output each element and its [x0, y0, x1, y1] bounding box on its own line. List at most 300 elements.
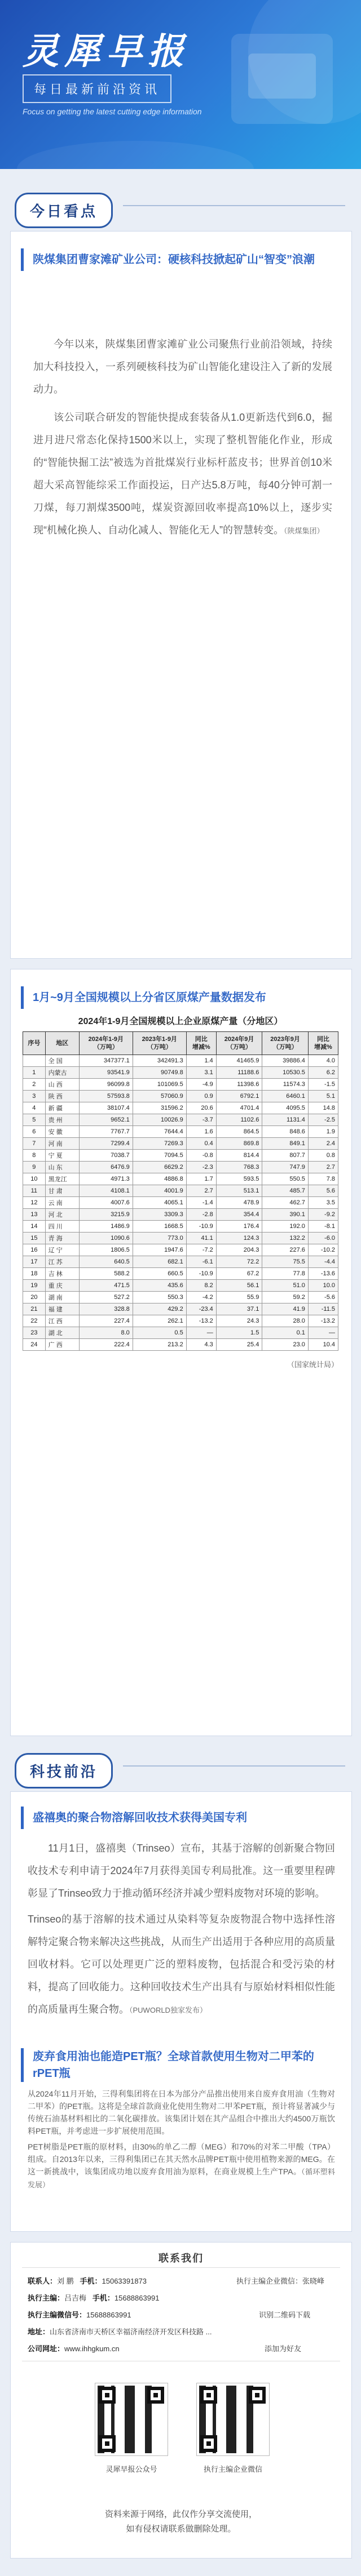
table-row — [23, 1221, 338, 1233]
table-cell: 重 庆 — [45, 1280, 79, 1292]
table-cell: 10026.9 — [133, 1114, 186, 1126]
article-title-block — [21, 248, 337, 271]
table-cell: 6792.1 — [216, 1091, 262, 1102]
table-cell: -1.4 — [186, 1197, 216, 1209]
table-cell: -11.5 — [308, 1303, 338, 1315]
table-cell: 22 — [23, 1315, 46, 1327]
table-cell: 9 — [23, 1162, 46, 1173]
table-cell: 31596.2 — [133, 1102, 186, 1114]
table-cell: 广 西 — [45, 1339, 79, 1351]
table-cell: -3.7 — [186, 1114, 216, 1126]
table-cell: 7038.7 — [79, 1150, 133, 1162]
table-cell: 6 — [23, 1126, 46, 1138]
table-header-cell: 同比 增减% — [186, 1032, 216, 1055]
table-caption: 2024年1-9月全国规模以上企业原煤产量（分地区） — [78, 1017, 283, 1026]
table-cell: 内蒙古 — [45, 1067, 79, 1079]
table-cell: 4701.4 — [216, 1102, 262, 1114]
table-cell: -23.4 — [186, 1303, 216, 1315]
table-cell: 96099.8 — [79, 1079, 133, 1091]
table-row — [23, 1185, 338, 1197]
table-cell: 747.9 — [262, 1162, 309, 1173]
table-row — [23, 1138, 338, 1150]
table-cell: -10.9 — [186, 1268, 216, 1280]
table-cell: 4.0 — [308, 1055, 338, 1067]
table-cell: 4108.1 — [79, 1185, 133, 1197]
table-cell: 1102.6 — [216, 1114, 262, 1126]
table-cell: 4007.6 — [79, 1197, 133, 1209]
label: 公司网址： — [28, 2344, 65, 2353]
table-cell: 124.3 — [216, 1233, 262, 1244]
table-cell: 7767.7 — [79, 1126, 133, 1138]
monitor-screen-illustration — [248, 54, 316, 99]
table-cell: 7644.4 — [133, 1126, 186, 1138]
table-cell: 甘 肃 — [45, 1185, 79, 1197]
contact-row — [28, 2326, 231, 2337]
table-row — [23, 1268, 338, 1280]
table-cell: 辽 宁 — [45, 1244, 79, 1256]
table-cell: -1.5 — [308, 1079, 338, 1091]
table-cell: 1.9 — [308, 1126, 338, 1138]
table-cell: 10.0 — [308, 1280, 338, 1292]
article-body — [28, 2088, 335, 2191]
table-cell: — — [186, 1327, 216, 1339]
table-cell: 848.6 — [262, 1126, 309, 1138]
table-cell: 57060.9 — [133, 1091, 186, 1102]
table-cell: 24 — [23, 1339, 46, 1351]
table-header-cell: 2023年9月 （万吨） — [262, 1032, 309, 1055]
table-row — [23, 1244, 338, 1256]
table-cell: 773.0 — [133, 1233, 186, 1244]
table-cell: 河 南 — [45, 1138, 79, 1150]
contact-name: 刘 鹏 — [57, 2277, 74, 2285]
table-header-row — [23, 1032, 338, 1055]
table-header-cell: 地区 — [45, 1032, 79, 1055]
table-cell: -10.2 — [308, 1244, 338, 1256]
table-cell: 4065.1 — [133, 1197, 186, 1209]
table-cell: -7.2 — [186, 1244, 216, 1256]
table-cell: 江 西 — [45, 1315, 79, 1327]
table-cell: 宁 夏 — [45, 1150, 79, 1162]
section-tag: 科技前沿 — [15, 1753, 113, 1788]
label: 手机： — [92, 2294, 115, 2302]
table-cell: 3.1 — [186, 1067, 216, 1079]
section-heading-today — [10, 186, 351, 225]
article-title[interactable]: 盛禧奥的聚合物溶解回收技术获得美国专利 — [33, 1812, 247, 1824]
table-cell: 黑龙江 — [45, 1173, 79, 1185]
table-cell: 227.4 — [79, 1315, 133, 1327]
section-heading-tech — [10, 1746, 351, 1786]
table-cell: 4001.9 — [133, 1185, 186, 1197]
table-cell: 0.1 — [262, 1327, 309, 1339]
table-row — [23, 1280, 338, 1292]
table-cell: 6629.2 — [133, 1162, 186, 1173]
table-cell: 101069.5 — [133, 1079, 186, 1091]
table-cell: 15 — [23, 1233, 46, 1244]
table-cell: 660.5 — [133, 1268, 186, 1280]
table-cell: 38107.4 — [79, 1102, 133, 1114]
table-cell: 849.1 — [262, 1138, 309, 1150]
table-cell: 132.2 — [262, 1233, 309, 1244]
table-row — [23, 1102, 338, 1114]
table-cell: 55.9 — [216, 1292, 262, 1303]
table-header-cell: 同比 增减% — [308, 1032, 338, 1055]
table-cell: 全 国 — [45, 1055, 79, 1067]
contact-row — [28, 2275, 147, 2286]
coal-production-table — [23, 1031, 338, 1351]
table-cell: -4.9 — [186, 1079, 216, 1091]
table-cell: -6.1 — [186, 1256, 216, 1268]
table-cell: 37.1 — [216, 1303, 262, 1315]
table-cell: 7 — [23, 1138, 46, 1150]
table-cell: 435.6 — [133, 1280, 186, 1292]
table-cell: 682.1 — [133, 1256, 186, 1268]
table-cell: 17 — [23, 1256, 46, 1268]
table-cell: 39886.4 — [262, 1055, 309, 1067]
table-cell: 福 建 — [45, 1303, 79, 1315]
table-cell: 0.5 — [133, 1327, 186, 1339]
article-title[interactable]: 陕煤集团曹家滩矿业公司：硬核科技掀起矿山“智变”浪潮 — [33, 253, 315, 266]
table-cell: 青 海 — [45, 1233, 79, 1244]
table-cell: 262.1 — [133, 1315, 186, 1327]
table-cell: 41.1 — [186, 1233, 216, 1244]
divider — [22, 2267, 340, 2268]
table-cell: 1090.6 — [79, 1233, 133, 1244]
table-row — [23, 1327, 338, 1339]
wechat-id: 15688863991 — [86, 2311, 131, 2319]
article-title[interactable]: 1月~9月全国规模以上分省区原煤产量数据发布 — [33, 991, 266, 1004]
table-cell: 8.0 — [79, 1327, 133, 1339]
table-cell: 吉 林 — [45, 1268, 79, 1280]
table-cell: 1 — [23, 1067, 46, 1079]
table-row — [23, 1209, 338, 1221]
table-cell: 5.1 — [308, 1091, 338, 1102]
table-cell: 814.4 — [216, 1150, 262, 1162]
table-cell: 7.8 — [308, 1173, 338, 1185]
article-body — [28, 1837, 335, 2022]
table-cell: 588.2 — [79, 1268, 133, 1280]
table-cell: 2.7 — [186, 1185, 216, 1197]
table-cell: -9.2 — [308, 1209, 338, 1221]
table-cell: 5 — [23, 1114, 46, 1126]
table-row — [23, 1091, 338, 1102]
table-cell: 3 — [23, 1091, 46, 1102]
table-cell: 3309.3 — [133, 1209, 186, 1221]
table-cell: -13.6 — [308, 1268, 338, 1280]
article-card — [10, 1791, 352, 2232]
table-cell: 14.8 — [308, 1102, 338, 1114]
table-row — [23, 1162, 338, 1173]
label: 地址： — [28, 2328, 50, 2336]
table-cell: 1806.5 — [79, 1244, 133, 1256]
banner-decoration — [17, 141, 254, 169]
table-row — [23, 1126, 338, 1138]
table-cell: 湖 南 — [45, 1292, 79, 1303]
qr-code-editor-wechat[interactable] — [197, 2383, 269, 2455]
table-cell: 11574.3 — [262, 1079, 309, 1091]
table-cell: 640.5 — [79, 1256, 133, 1268]
address: 山东省济南市天桥区幸福济南经济开发区科技路 ... — [50, 2328, 212, 2336]
article-body — [33, 333, 332, 542]
table-cell: 354.4 — [216, 1209, 262, 1221]
table-cell: -2.3 — [186, 1162, 216, 1173]
brand-slogan: 每日最新前沿资讯 — [23, 74, 171, 103]
source-note: （循环塑料发展） — [28, 2168, 335, 2189]
table-cell: 328.8 — [79, 1303, 133, 1315]
table-cell: 213.2 — [133, 1339, 186, 1351]
divider — [123, 1765, 345, 1767]
disclaimer — [11, 2507, 351, 2537]
table-cell: 390.1 — [262, 1209, 309, 1221]
article-paragraph: 11月1日，盛禧奥（Trinseo）宣布，其基于溶解的创新聚合物回收技术专利申请于2024年7月获得美国专利局批准。这一重要里程碑彰显了Trinseo致力于推动循环经济并减少塑料废物对环境的影响。 — [28, 1843, 335, 1899]
editor-wechat-note: 添加为好友 — [265, 2344, 302, 2353]
table-cell: 新 疆 — [45, 1102, 79, 1114]
table-body — [23, 1055, 338, 1351]
table-cell: 江 苏 — [45, 1256, 79, 1268]
table-cell: 12 — [23, 1197, 46, 1209]
table-cell: 93541.9 — [79, 1067, 133, 1079]
disclaimer-line: 资料来源于网络，此仅作分享交流使用， — [104, 2510, 257, 2519]
table-cell: 4971.3 — [79, 1173, 133, 1185]
table-cell: 13 — [23, 1209, 46, 1221]
table-cell: 222.4 — [79, 1339, 133, 1351]
table-cell: 10530.5 — [262, 1067, 309, 1079]
table-cell: 1.5 — [216, 1327, 262, 1339]
table-cell: 16 — [23, 1244, 46, 1256]
editor-phone[interactable]: 15688863991 — [114, 2294, 160, 2302]
table-cell: 807.7 — [262, 1150, 309, 1162]
source-note: （PUWORLD独家发布） — [129, 2006, 207, 2014]
divider — [123, 205, 345, 206]
table-cell: 593.5 — [216, 1173, 262, 1185]
contact-row — [28, 2309, 131, 2320]
article-paragraph — [28, 1908, 335, 2022]
table-cell: 2.4 — [308, 1138, 338, 1150]
table-cell: 安 徽 — [45, 1126, 79, 1138]
table-cell: -8.1 — [308, 1221, 338, 1233]
table-cell: 贵 州 — [45, 1114, 79, 1126]
table-cell: 湖 北 — [45, 1327, 79, 1339]
table-cell: 1.4 — [186, 1055, 216, 1067]
table-cell: 7094.5 — [133, 1150, 186, 1162]
table-cell: -10.9 — [186, 1221, 216, 1233]
table-cell: 6460.1 — [262, 1091, 309, 1102]
table-cell: 513.1 — [216, 1185, 262, 1197]
table-cell: — — [308, 1327, 338, 1339]
table-cell: -6.0 — [308, 1233, 338, 1244]
editor-wechat-note: 执行主编企业微信：张晓峰 — [236, 2277, 325, 2285]
table-cell: 4.3 — [186, 1339, 216, 1351]
table-row — [23, 1150, 338, 1162]
table-cell: 14 — [23, 1221, 46, 1233]
table-cell: 28.0 — [262, 1315, 309, 1327]
table-row — [23, 1233, 338, 1244]
table-cell: 11398.6 — [216, 1079, 262, 1091]
table-cell: 550.3 — [133, 1292, 186, 1303]
table-cell: -13.2 — [308, 1315, 338, 1327]
table-cell: 2 — [23, 1079, 46, 1091]
label: 执行主编： — [28, 2294, 65, 2302]
article-paragraph: 今年以来，陕煤集团曹家滩矿业公司聚焦行业前沿领域，持续加大科技投入，一系列硬核科技为矿山智能化建设注入了新的发展动力。 — [33, 339, 332, 395]
table-row — [23, 1197, 338, 1209]
table-row — [23, 1256, 338, 1268]
table-cell: 1947.6 — [133, 1244, 186, 1256]
table-cell: 471.5 — [79, 1280, 133, 1292]
table-cell: -4.2 — [186, 1292, 216, 1303]
qr-caption: 灵犀早报公众号 — [105, 2465, 157, 2473]
table-cell: 24.3 — [216, 1315, 262, 1327]
header-banner — [0, 0, 361, 169]
table-cell: 1668.5 — [133, 1221, 186, 1233]
paragraph-text: 该公司联合研发的智能快提成套装备从1.0更新迭代到6.0，掘进月进尺常态化保持1500米以上，实现了整机智能化作业，形成的“智能快掘工法”被选为首批煤炭行业标杆蓝皮书；世界首创10米超大采高智能综采工作面投运，日产达5.8万吨，每40分钟可割一刀煤，每刀割煤3500吨，煤炭资源回收率提高10%以上，逐步实现“机械化换人、自动化减人、智能化无人”的智慧转变。 — [33, 412, 332, 536]
table-row — [23, 1067, 338, 1079]
table-header-cell: 2024年9月 （万吨） — [216, 1032, 262, 1055]
table-cell: 0.9 — [186, 1091, 216, 1102]
data-table-wrapper — [23, 1014, 338, 1369]
label: 手机： — [80, 2277, 102, 2285]
table-cell: 7299.4 — [79, 1138, 133, 1150]
table-cell: 23.0 — [262, 1339, 309, 1351]
table-cell: 四 川 — [45, 1221, 79, 1233]
table-cell: 72.2 — [216, 1256, 262, 1268]
table-cell: 1.6 — [186, 1126, 216, 1138]
table-cell: 864.5 — [216, 1126, 262, 1138]
table-cell: 6.2 — [308, 1067, 338, 1079]
table-cell: 1131.4 — [262, 1114, 309, 1126]
table-cell: 51.0 — [262, 1280, 309, 1292]
contact-row — [28, 2292, 159, 2303]
article-title-block — [21, 2048, 337, 2082]
table-cell: -5.6 — [308, 1292, 338, 1303]
table-row — [23, 1173, 338, 1185]
table-cell: 192.0 — [262, 1221, 309, 1233]
table-cell: 3.5 — [308, 1197, 338, 1209]
contact-phone[interactable]: 15063391873 — [102, 2277, 147, 2285]
table-cell: 4886.8 — [133, 1173, 186, 1185]
article-card — [10, 231, 352, 959]
contact-title: 联系我们 — [159, 2253, 204, 2264]
paragraph-text: Trinseo的基于溶解的技术通过从染料等复杂废物混合物中选择性溶解特定聚合物来解决这些挑战，从而生产出适用于各种应用的高质量回收材料。它可以处理更广泛的塑料废物，包括混合和受污染的材料，提高了回收能力。这种回收技术生产出具有与原始材料相似性能的高质量再生聚合物。 — [28, 1914, 335, 2015]
table-cell: 4095.5 — [262, 1102, 309, 1114]
table-header-cell: 2023年1-9月 （万吨） — [133, 1032, 186, 1055]
table-cell: 10.4 — [308, 1339, 338, 1351]
brand-title: 灵犀早报 — [23, 32, 190, 72]
table-cell: 山 西 — [45, 1079, 79, 1091]
table-cell: 6476.9 — [79, 1162, 133, 1173]
table-cell: 227.6 — [262, 1244, 309, 1256]
table-cell: 59.2 — [262, 1292, 309, 1303]
table-cell — [23, 1055, 46, 1067]
table-cell: -13.2 — [186, 1315, 216, 1327]
table-cell: 7269.3 — [133, 1138, 186, 1150]
label: 执行主编微信号： — [28, 2311, 87, 2319]
contact-card — [10, 2242, 352, 2559]
table-header-cell: 序号 — [23, 1032, 46, 1055]
table-cell: 41.9 — [262, 1303, 309, 1315]
table-cell: 67.2 — [216, 1268, 262, 1280]
table-cell: 11 — [23, 1185, 46, 1197]
table-row — [23, 1055, 338, 1067]
table-cell: -4.4 — [308, 1256, 338, 1268]
table-cell: 41465.9 — [216, 1055, 262, 1067]
table-header-cell: 2024年1-9月 （万吨） — [79, 1032, 133, 1055]
table-cell: -2.8 — [186, 1209, 216, 1221]
table-cell: 462.7 — [262, 1197, 309, 1209]
table-row — [23, 1315, 338, 1327]
table-cell: 18 — [23, 1268, 46, 1280]
table-cell: 陕 西 — [45, 1091, 79, 1102]
table-cell: 204.3 — [216, 1244, 262, 1256]
brand-slogan-en: Focus on getting the latest cutting edge information — [23, 107, 202, 116]
contact-row — [28, 2343, 120, 2353]
table-cell: 1486.9 — [79, 1221, 133, 1233]
table-cell: 527.2 — [79, 1292, 133, 1303]
source-note: （陕煤集团） — [284, 527, 324, 535]
label: 联系人： — [28, 2277, 58, 2285]
table-row — [23, 1339, 338, 1351]
article-title-block — [21, 986, 337, 1009]
table-cell: 176.4 — [216, 1221, 262, 1233]
table-cell: 23 — [23, 1327, 46, 1339]
table-cell: 478.9 — [216, 1197, 262, 1209]
article-paragraph — [33, 406, 332, 542]
paragraph-text: PET树脂是PET瓶的原材料，由30%的单乙二醇（MEG）和70%的对苯二甲酸（TPA）组成。自2013年以来，三得利集团已在其天然水品牌PET瓶中使用植物来源的MEG。在这一新挑战中，该集团成功地以废弃食用油为原料，在商业规模上生产TPA。 — [28, 2142, 335, 2176]
table-cell: 25.4 — [216, 1339, 262, 1351]
table-cell: 0.4 — [186, 1138, 216, 1150]
table-cell: 869.8 — [216, 1138, 262, 1150]
article-paragraph: 从2024年11月开始，三得利集团将在日本为部分产品推出使用来自废弃食用油（生物对二甲苯）的PET瓶。这将是全球首款商业化使用生物对二甲苯PET瓶，预计将显著减少与传统石油基材料相比的二氧化碳排放。该集团计划在其产品组合中推出大约4500万瓶饮料PET瓶，并考虑进一步扩展使用范围。 — [28, 2089, 335, 2135]
table-cell: 9652.1 — [79, 1114, 133, 1126]
article-title-block — [21, 1807, 337, 1829]
table-cell: 0.8 — [308, 1150, 338, 1162]
disclaimer-line: 如有侵权请联系做删除处理。 — [126, 2524, 236, 2534]
qr-caption: 执行主编企业微信 — [203, 2465, 262, 2473]
table-cell: 75.5 — [262, 1256, 309, 1268]
table-cell: 11188.6 — [216, 1067, 262, 1079]
article-title[interactable]: 废弃食用油也能造PET瓶？全球首款使用生物对二甲苯的rPET瓶 — [33, 2050, 314, 2080]
table-cell: 429.2 — [133, 1303, 186, 1315]
qr-code-public-account[interactable] — [95, 2383, 168, 2455]
table-cell: 1.7 — [186, 1173, 216, 1185]
table-cell: 4 — [23, 1102, 46, 1114]
table-cell: 河 北 — [45, 1209, 79, 1221]
table-cell: 山 东 — [45, 1162, 79, 1173]
table-cell: 768.3 — [216, 1162, 262, 1173]
section-tag: 今日看点 — [15, 193, 113, 228]
table-cell: 342491.3 — [133, 1055, 186, 1067]
table-cell: 20 — [23, 1292, 46, 1303]
table-cell: 10 — [23, 1173, 46, 1185]
table-row — [23, 1292, 338, 1303]
table-row — [23, 1303, 338, 1315]
table-cell: 550.5 — [262, 1173, 309, 1185]
table-row — [23, 1079, 338, 1091]
table-cell: -0.8 — [186, 1150, 216, 1162]
table-cell: 云 南 — [45, 1197, 79, 1209]
editor-wechat-note: 识别二维码下载 — [259, 2311, 311, 2319]
source-note: （国家统计局） — [287, 1360, 338, 1369]
website-link[interactable]: www.ihhgkum.cn — [64, 2344, 120, 2353]
table-cell: 56.1 — [216, 1280, 262, 1292]
table-cell: 57593.8 — [79, 1091, 133, 1102]
table-cell: 485.7 — [262, 1185, 309, 1197]
table-cell: 90749.8 — [133, 1067, 186, 1079]
table-cell: 8.2 — [186, 1280, 216, 1292]
table-cell: 77.8 — [262, 1268, 309, 1280]
editor-name: 吕吉梅 — [64, 2294, 87, 2302]
table-cell: -2.5 — [308, 1114, 338, 1126]
table-cell: 20.6 — [186, 1102, 216, 1114]
table-cell: 8 — [23, 1150, 46, 1162]
